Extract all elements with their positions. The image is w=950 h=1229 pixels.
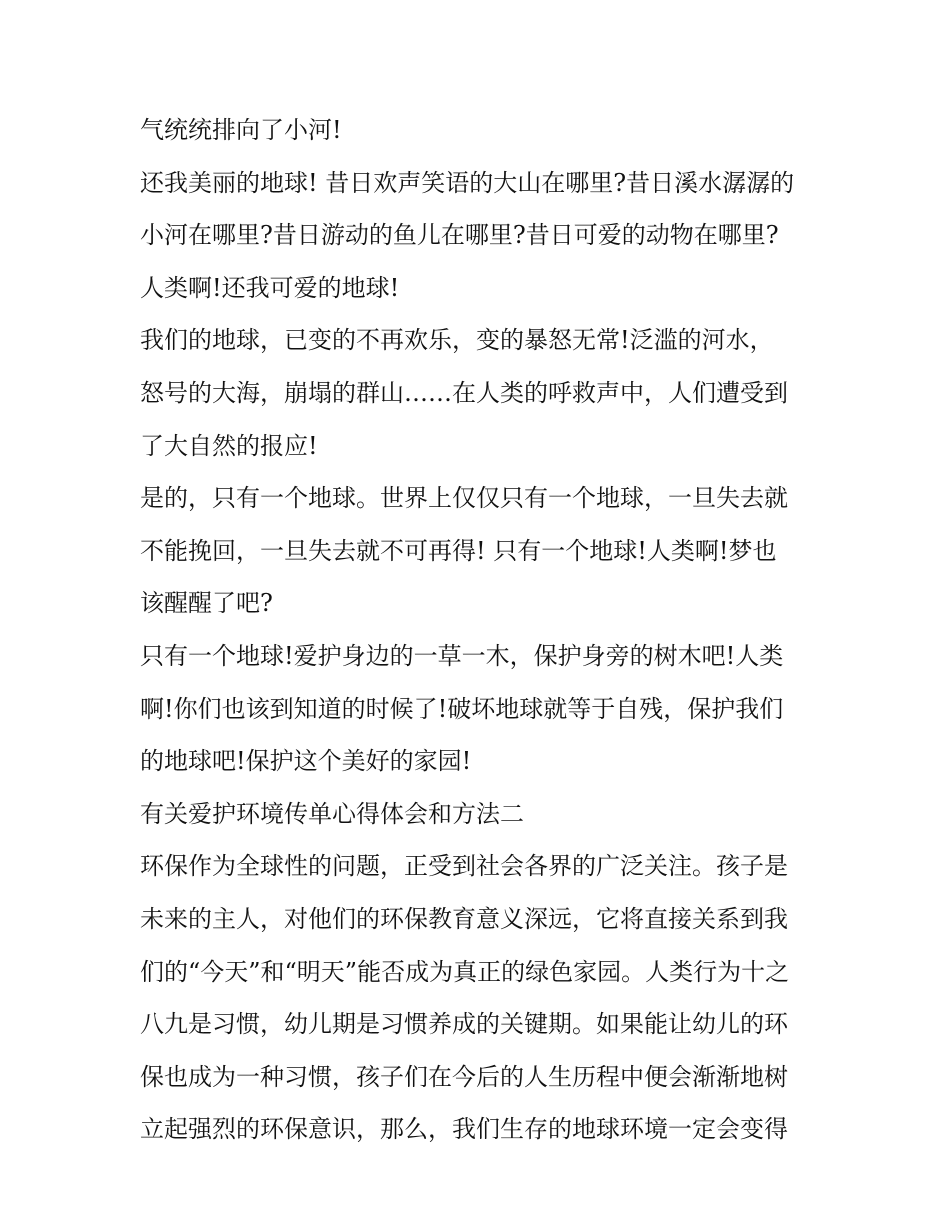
- text-line: 还我美丽的地球! 昔日欢声笑语的大山在哪里?昔日溪水潺潺的: [140, 168, 795, 197]
- text-line: 小河在哪里?昔日游动的鱼儿在哪里?昔日可爱的动物在哪里?: [140, 221, 779, 250]
- text-line: 气统统排向了小河!: [140, 116, 342, 144]
- text-line: 是的，只有一个地球。世界上仅仅只有一个地球，一旦失去就: [140, 484, 788, 513]
- document-body: [140, 108, 830, 1160]
- text-line: 了大自然的报应!: [140, 431, 318, 460]
- text-line: 环保作为全球性的问题，正受到社会各界的广泛关注。孩子是: [140, 852, 788, 881]
- text-line: 不能挽回，一旦失去就不可再得! 只有一个地球!人类啊!梦也: [140, 536, 777, 565]
- text-line: 保也成为一种习惯，孩子们在今后的人生历程中便会渐渐地树: [140, 1062, 788, 1091]
- text-line: 怒号的大海，崩塌的群山……在人类的呼救声中，人们遭受到: [140, 378, 788, 407]
- section-heading: 有关爱护环境传单心得体会和方法二: [140, 799, 524, 828]
- text-line: 立起强烈的环保意识，那么，我们生存的地球环境一定会变得: [140, 1115, 788, 1144]
- text-line: 人类啊!还我可爱的地球!: [140, 273, 400, 302]
- text-line: 的地球吧!保护这个美好的家园!: [140, 747, 472, 776]
- text-line: 未来的主人，对他们的环保教育意义深远，它将直接关系到我: [140, 904, 788, 933]
- text-line: 该醒醒了吧?: [140, 589, 273, 618]
- text-line: 们的“今天”和“明天”能否成为真正的绿色家园。人类行为十之: [140, 957, 790, 986]
- text-line: 啊!你们也该到知道的时候了!破坏地球就等于自残，保护我们: [140, 694, 784, 723]
- text-line: 八九是习惯，幼儿期是习惯养成的关键期。如果能让幼儿的环: [140, 1010, 788, 1039]
- text-line: 只有一个地球!爱护身边的一草一木，保护身旁的树木吧!人类: [140, 641, 784, 670]
- text-line: 我们的地球，已变的不再欢乐，变的暴怒无常!泛滥的河水，: [140, 326, 774, 355]
